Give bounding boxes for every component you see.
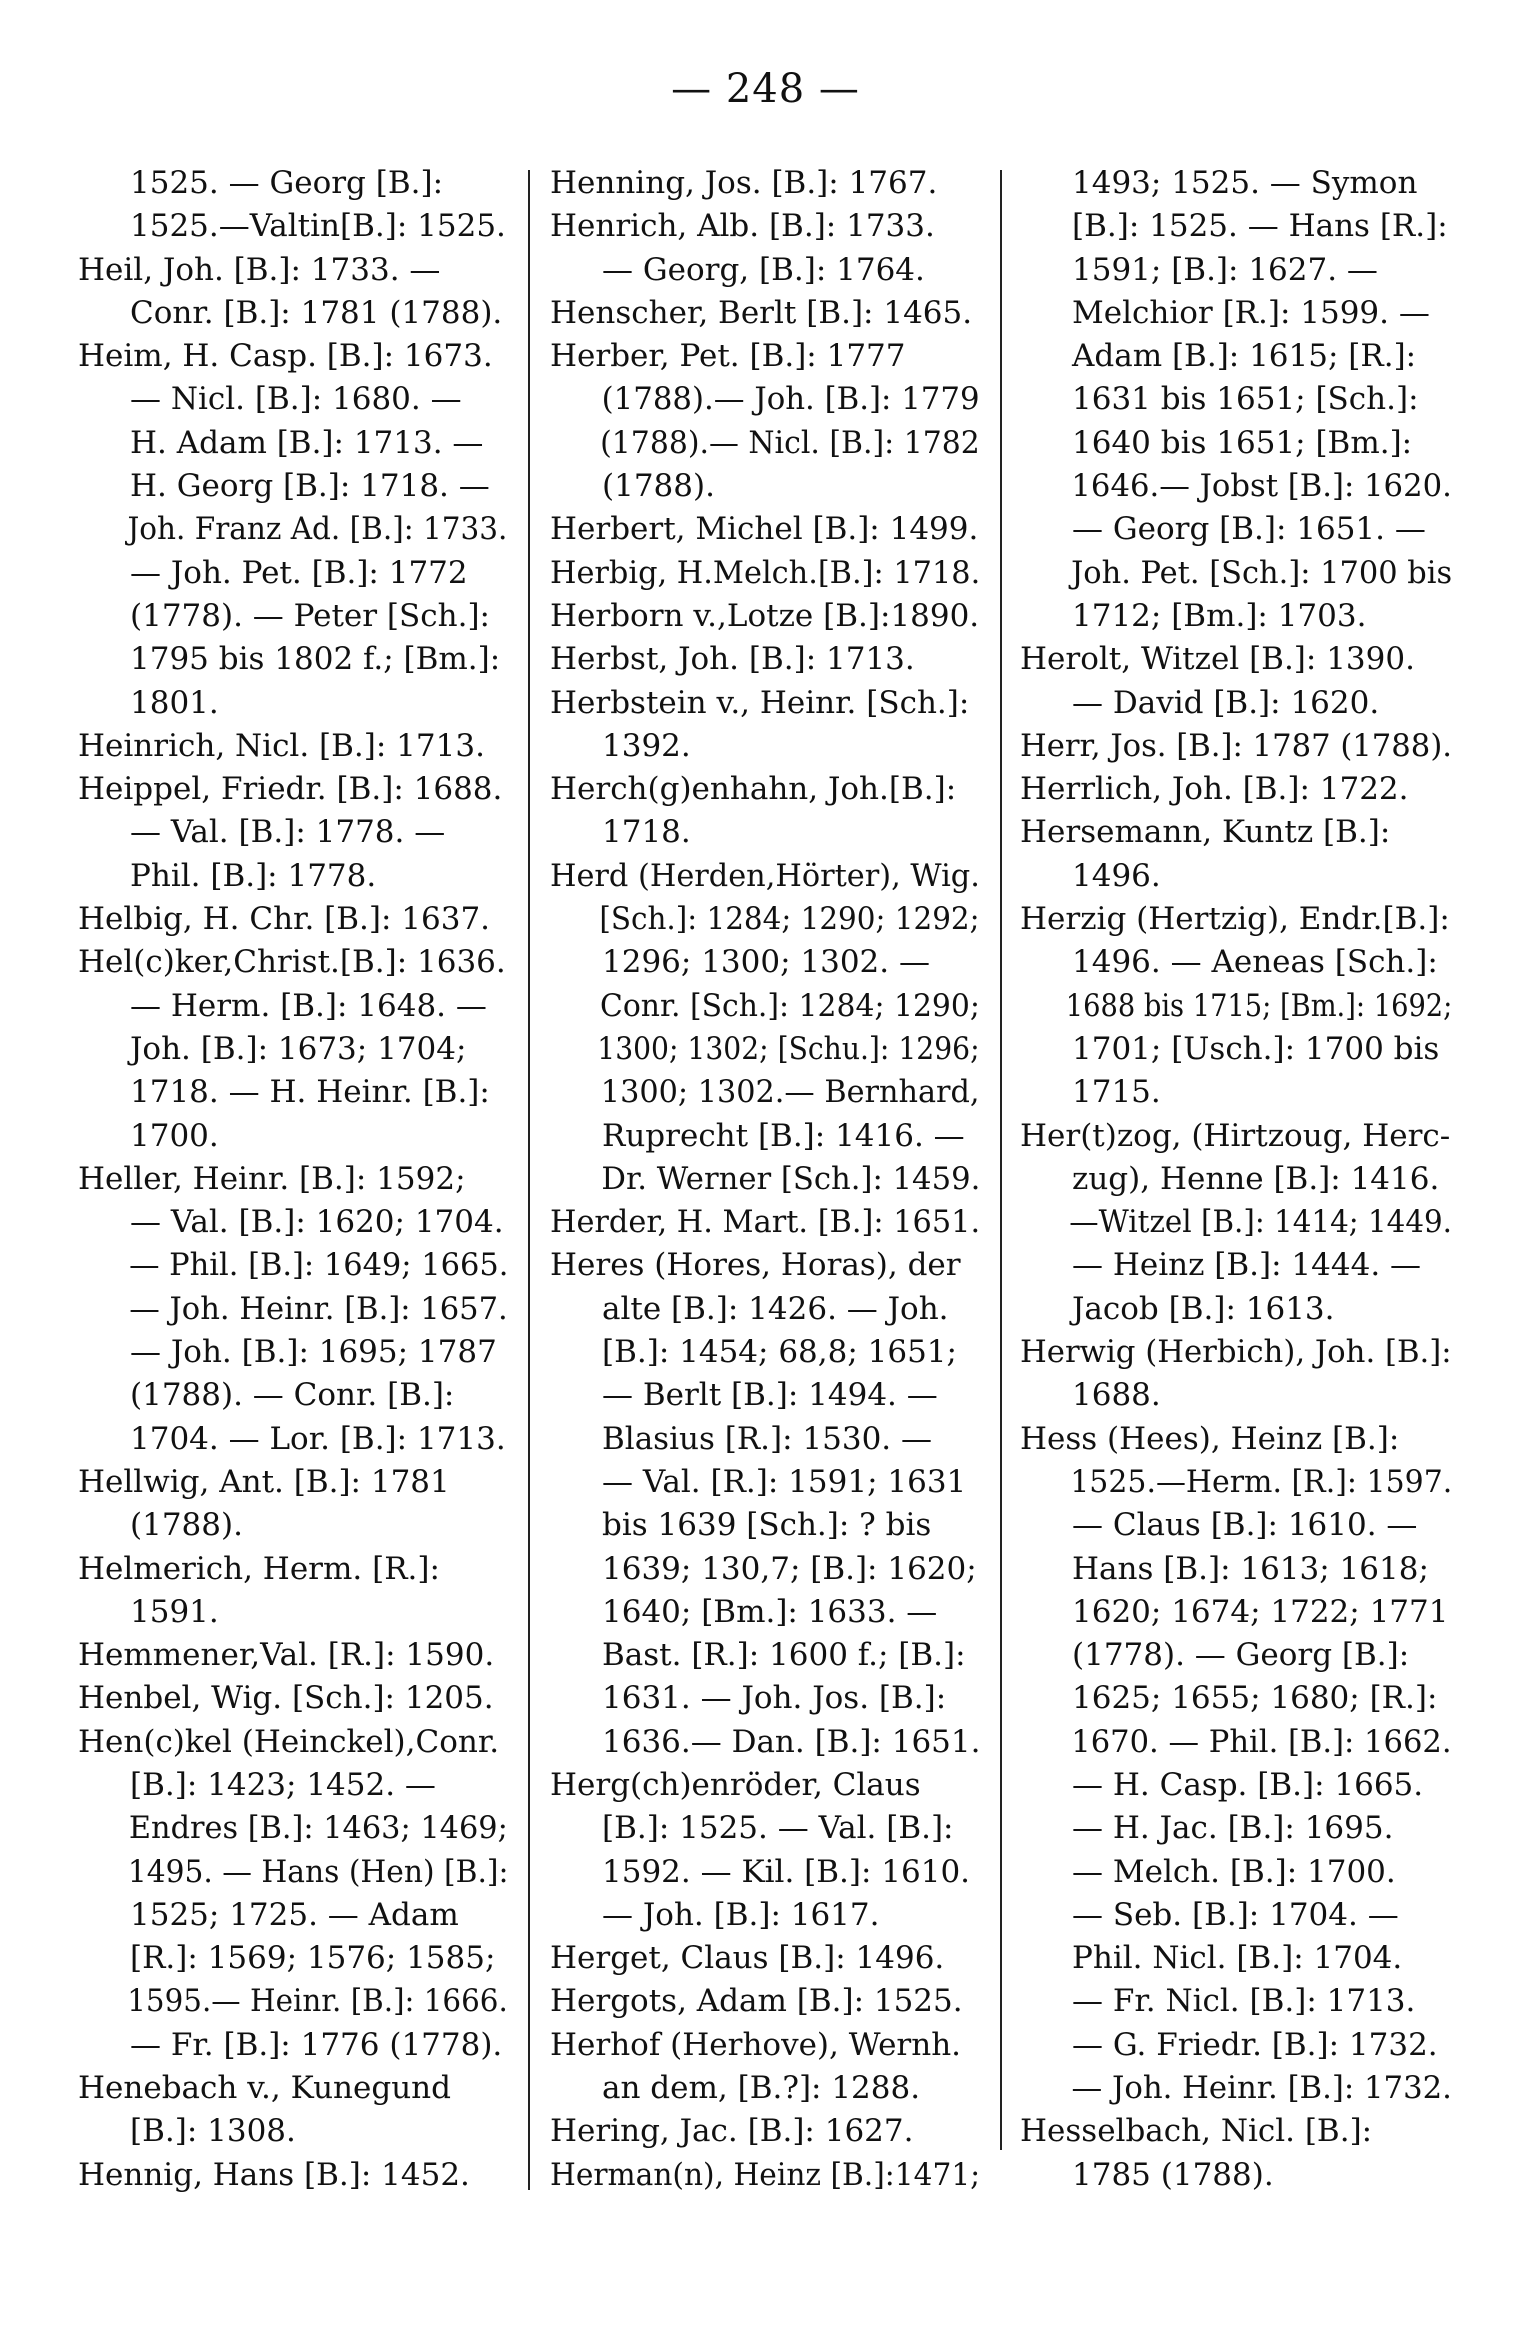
entry-continuation-line: 1712; [Bm.]: 1703.: [1072, 597, 1367, 634]
entry-continuation-line: — Fr. Nicl. [B.]: 1713.: [1072, 1983, 1416, 2020]
entry-continuation-line: 1525.—Herm. [R.]: 1597.: [1070, 1463, 1453, 1500]
entry-continuation-line: Melchior [R.]: 1599. —: [1072, 294, 1430, 331]
entry-headword-line: Henbel, Wig. [Sch.]: 1205.: [78, 1680, 494, 1717]
entry-continuation-line: Joh. Franz Ad. [B.]: 1733.: [127, 511, 508, 548]
index-column-middle: [550, 162, 980, 2197]
entry-continuation-line: 1718. — H. Heinr. [B.]:: [130, 1074, 490, 1111]
entry-continuation-line: — G. Friedr. [B.]: 1732.: [1072, 2026, 1438, 2063]
entry-continuation-line: 1620; 1674; 1722; 1771: [1072, 1593, 1449, 1630]
entry-continuation-line: Phil. [B.]: 1778.: [130, 857, 377, 894]
entry-continuation-line: [Sch.]: 1284; 1290; 1292;: [599, 901, 980, 938]
entry-continuation-line: Endres [B.]: 1463; 1469;: [128, 1810, 508, 1847]
entry-continuation-line: 1639; 130,7; [B.]: 1620;: [602, 1550, 977, 1587]
entry-continuation-line: H. Georg [B.]: 1718. —: [130, 468, 490, 505]
entry-continuation-line: 1300; 1302.— Bernhard,: [600, 1074, 980, 1111]
entry-headword-line: Hellwig, Ant. [B.]: 1781: [78, 1463, 450, 1500]
entry-headword-line: Hering, Jac. [B.]: 1627.: [550, 2113, 914, 2150]
entry-continuation-line: Conr. [B.]: 1781 (1788).: [130, 294, 503, 331]
entry-headword-line: Herborn v.,Lotze [B.]:1890.: [550, 597, 980, 634]
entry-headword-line: Herrlich, Joh. [B.]: 1722.: [1020, 771, 1409, 808]
entry-continuation-line: — Claus [B.]: 1610. —: [1072, 1507, 1418, 1544]
entry-continuation-line: 1496. — Aeneas [Sch.]:: [1072, 944, 1438, 981]
entry-headword-line: Herwig (Herbich), Joh. [B.]:: [1020, 1334, 1452, 1371]
entry-headword-line: Heippel, Friedr. [B.]: 1688.: [78, 771, 503, 808]
entry-continuation-line: 1495. — Hans (Hen) [B.]:: [127, 1853, 509, 1890]
entry-continuation-line: 1631. — Joh. Jos. [B.]:: [602, 1680, 947, 1717]
entry-continuation-line: — Val. [B.]: 1778. —: [130, 814, 446, 851]
entry-continuation-line: Bast. [R.]: 1600 f.; [B.]:: [602, 1637, 966, 1674]
entry-continuation-line: Dr. Werner [Sch.]: 1459.: [601, 1160, 981, 1197]
entry-continuation-line: — Berlt [B.]: 1494. —: [602, 1377, 938, 1414]
entry-continuation-line: — Val. [R.]: 1591; 1631: [602, 1463, 967, 1500]
entry-continuation-line: 1296; 1300; 1302. —: [602, 944, 930, 981]
entry-continuation-line: — Fr. [B.]: 1776 (1778).: [130, 2026, 503, 2063]
entry-continuation-line: 1300; 1302; [Schu.]: 1296;: [597, 1030, 980, 1067]
entry-headword-line: Heim, H. Casp. [B.]: 1673.: [78, 338, 493, 375]
entry-continuation-line: 1688.: [1072, 1377, 1161, 1414]
entry-continuation-line: — Melch. [B.]: 1700.: [1072, 1853, 1396, 1890]
entry-continuation-line: 1640; [Bm.]: 1633. —: [602, 1593, 938, 1630]
entry-headword-line: Herolt, Witzel [B.]: 1390.: [1020, 641, 1415, 678]
index-column-left: [78, 162, 508, 2197]
entry-headword-line: Herbst, Joh. [B.]: 1713.: [550, 641, 915, 678]
entry-headword-line: Henning, Jos. [B.]: 1767.: [550, 165, 938, 201]
entry-headword-line: Herder, H. Mart. [B.]: 1651.: [550, 1204, 981, 1241]
entry-headword-line: Herch(g)enhahn, Joh.[B.]:: [550, 771, 957, 808]
entry-headword-line: Herbert, Michel [B.]: 1499.: [550, 511, 979, 548]
entry-headword-line: Hersemann, Kuntz [B.]:: [1020, 814, 1391, 851]
entry-headword-line: Heinrich, Nicl. [B.]: 1713.: [78, 727, 485, 764]
entry-continuation-line: 1496.: [1072, 857, 1161, 894]
entry-headword-line: Herbstein v., Heinr. [Sch.]:: [550, 684, 970, 721]
entry-continuation-line: 1525.—Valtin[B.]: 1525.: [130, 208, 506, 245]
entry-headword-line: Hess (Hees), Heinz [B.]:: [1020, 1420, 1400, 1457]
entry-continuation-line: bis 1639 [Sch.]: ? bis: [602, 1507, 932, 1544]
entry-continuation-line: — Joh. Heinr. [B.]: 1657.: [129, 1290, 508, 1327]
entry-continuation-line: — David [B.]: 1620.: [1072, 684, 1380, 721]
entry-continuation-line: Joh. Pet. [Sch.]: 1700 bis: [1071, 554, 1453, 591]
entry-continuation-line: (1788). — Conr. [B.]:: [130, 1377, 455, 1414]
entry-continuation-line: — Joh. [B.]: 1695; 1787: [130, 1334, 497, 1371]
entry-continuation-line: 1592. — Kil. [B.]: 1610.: [602, 1853, 971, 1890]
page-number: — 248 —: [671, 66, 860, 112]
entry-continuation-line: Joh. [B.]: 1673; 1704;: [130, 1030, 467, 1067]
entry-continuation-line: 1700.: [130, 1117, 219, 1154]
entry-continuation-line: — Joh. [B.]: 1617.: [602, 1896, 880, 1933]
entry-headword-line: Helbig, H. Chr. [B.]: 1637.: [78, 901, 491, 938]
entry-continuation-line: Adam [B.]: 1615; [R.]:: [1072, 338, 1417, 375]
entry-continuation-line: 1525; 1725. — Adam: [130, 1896, 459, 1933]
entry-continuation-line: — Georg, [B.]: 1764.: [602, 251, 925, 288]
entry-headword-line: Herr, Jos. [B.]: 1787 (1788).: [1020, 727, 1453, 764]
entry-continuation-line: 1795 bis 1802 f.; [Bm.]:: [130, 641, 501, 678]
entry-continuation-line: —Witzel [B.]: 1414; 1449.: [1069, 1204, 1453, 1241]
entry-headword-line: Hennig, Hans [B.]: 1452.: [78, 2156, 470, 2193]
entry-continuation-line: 1493; 1525. — Symon: [1072, 165, 1418, 201]
entry-continuation-line: Phil. Nicl. [B.]: 1704.: [1072, 1940, 1403, 1977]
entry-continuation-line: — Georg [B.]: 1651. —: [1072, 511, 1426, 548]
entry-continuation-line: (1778). — Peter [Sch.]:: [130, 597, 490, 634]
entry-headword-line: Herg(ch)enröder, Claus: [550, 1766, 921, 1803]
entry-continuation-line: 1595.— Heinr. [B.]: 1666.: [127, 1983, 508, 2020]
entry-continuation-line: 1591; [B.]: 1627. —: [1072, 251, 1378, 288]
entry-continuation-line: Ruprecht [B.]: 1416. —: [602, 1117, 965, 1154]
entry-continuation-line: 1785 (1788).: [1072, 2156, 1274, 2193]
entry-headword-line: Herbig, H.Melch.[B.]: 1718.: [550, 554, 981, 591]
entry-continuation-line: (1788).: [130, 1507, 243, 1544]
entry-headword-line: Herzig (Hertzig), Endr.[B.]:: [1020, 901, 1450, 938]
entry-continuation-line: 1525. — Georg [B.]:: [130, 165, 444, 201]
entry-headword-line: Heres (Hores, Horas), der: [550, 1247, 961, 1284]
entry-continuation-line: — Seb. [B.]: 1704. —: [1072, 1896, 1399, 1933]
entry-continuation-line: Blasius [R.]: 1530. —: [602, 1420, 933, 1457]
entry-continuation-line: 1704. — Lor. [B.]: 1713.: [130, 1420, 506, 1457]
entry-continuation-line: (1788).: [602, 468, 715, 505]
entry-headword-line: Hel(c)ker,Christ.[B.]: 1636.: [78, 944, 506, 981]
entry-headword-line: Hesselbach, Nicl. [B.]:: [1020, 2113, 1373, 2150]
entry-continuation-line: [B.]: 1525. — Hans [R.]:: [1072, 208, 1448, 245]
entry-continuation-line: — H. Jac. [B.]: 1695.: [1072, 1810, 1394, 1847]
entry-continuation-line: an dem, [B.?]: 1288.: [602, 2070, 921, 2107]
entry-continuation-line: — Herm. [B.]: 1648. —: [130, 987, 487, 1024]
entry-continuation-line: 1625; 1655; 1680; [R.]:: [1072, 1680, 1438, 1717]
entry-continuation-line: (1788).— Joh. [B.]: 1779: [601, 381, 980, 418]
entry-continuation-line: — Phil. [B.]: 1649; 1665.: [129, 1247, 509, 1284]
entry-headword-line: Hemmener,Val. [R.]: 1590.: [78, 1637, 495, 1674]
entry-continuation-line: — H. Casp. [B.]: 1665.: [1072, 1766, 1424, 1803]
entry-headword-line: Heil, Joh. [B.]: 1733. —: [78, 251, 441, 288]
entry-continuation-line: 1392.: [602, 727, 691, 764]
entry-headword-line: Heller, Heinr. [B.]: 1592;: [78, 1160, 466, 1197]
entry-headword-line: Henebach v., Kunegund: [78, 2070, 451, 2107]
entry-continuation-line: 1718.: [602, 814, 691, 851]
column-divider: [528, 170, 530, 2190]
entry-continuation-line: [B.]: 1454; 68,8; 1651;: [602, 1334, 957, 1371]
entry-continuation-line: alte [B.]: 1426. — Joh.: [602, 1290, 949, 1327]
entry-continuation-line: 1591.: [130, 1593, 219, 1630]
entry-continuation-line: — Heinz [B.]: 1444. —: [1072, 1247, 1422, 1284]
entry-continuation-line: 1636.— Dan. [B.]: 1651.: [602, 1723, 981, 1760]
entry-continuation-line: — Joh. Heinr. [B.]: 1732.: [1071, 2070, 1452, 2107]
entry-headword-line: Herget, Claus [B.]: 1496.: [550, 1940, 945, 1977]
entry-continuation-line: 1640 bis 1651; [Bm.]:: [1072, 424, 1413, 461]
entry-headword-line: Henscher, Berlt [B.]: 1465.: [550, 294, 973, 331]
entry-continuation-line: Hans [B.]: 1613; 1618;: [1072, 1550, 1429, 1587]
entry-headword-line: Helmerich, Herm. [R.]:: [78, 1550, 440, 1587]
entry-continuation-line: (1788).— Nicl. [B.]: 1782: [600, 424, 980, 461]
entry-headword-line: Herber, Pet. [B.]: 1777: [550, 338, 906, 375]
entry-headword-line: Hen(c)kel (Heinckel),Conr.: [78, 1723, 500, 1760]
entry-continuation-line: [B.]: 1525. — Val. [B.]:: [602, 1810, 954, 1847]
entry-continuation-line: 1646.— Jobst [B.]: 1620.: [1071, 468, 1452, 505]
entry-continuation-line: zug), Henne [B.]: 1416.: [1072, 1160, 1440, 1197]
entry-continuation-line: H. Adam [B.]: 1713. —: [130, 424, 484, 461]
entry-continuation-line: — Nicl. [B.]: 1680. —: [130, 381, 462, 418]
entry-continuation-line: 1801.: [130, 684, 219, 721]
entry-continuation-line: [B.]: 1308.: [130, 2113, 296, 2150]
entry-headword-line: Henrich, Alb. [B.]: 1733.: [550, 208, 935, 245]
entry-headword-line: Herd (Herden,Hörter), Wig.: [550, 857, 980, 894]
entry-continuation-line: 1715.: [1072, 1074, 1161, 1111]
entry-continuation-line: (1778). — Georg [B.]:: [1072, 1637, 1410, 1674]
entry-headword-line: Hergots, Adam [B.]: 1525.: [550, 1983, 963, 2020]
entry-continuation-line: — Joh. Pet. [B.]: 1772: [130, 554, 468, 591]
entry-continuation-line: Conr. [Sch.]: 1284; 1290;: [600, 987, 980, 1024]
entry-continuation-line: 1631 bis 1651; [Sch.]:: [1072, 381, 1419, 418]
index-column-right: [1020, 162, 1452, 2197]
entry-continuation-line: — Val. [B.]: 1620; 1704.: [130, 1204, 504, 1241]
entry-headword-line: Her(t)zog, (Hirtzoug, Herc-: [1020, 1117, 1451, 1154]
entry-continuation-line: 1688 bis 1715; [Bm.]: 1692;: [1065, 987, 1453, 1024]
entry-continuation-line: [B.]: 1423; 1452. —: [130, 1766, 436, 1803]
entry-headword-line: Herhof (Herhove), Wernh.: [550, 2026, 962, 2063]
column-divider: [1000, 170, 1002, 2150]
entry-continuation-line: 1701; [Usch.]: 1700 bis: [1072, 1030, 1440, 1067]
entry-headword-line: Herman(n), Heinz [B.]:1471;: [550, 2156, 981, 2193]
entry-continuation-line: 1670. — Phil. [B.]: 1662.: [1071, 1723, 1452, 1760]
entry-continuation-line: [R.]: 1569; 1576; 1585;: [130, 1940, 496, 1977]
entry-continuation-line: Jacob [B.]: 1613.: [1072, 1290, 1335, 1327]
